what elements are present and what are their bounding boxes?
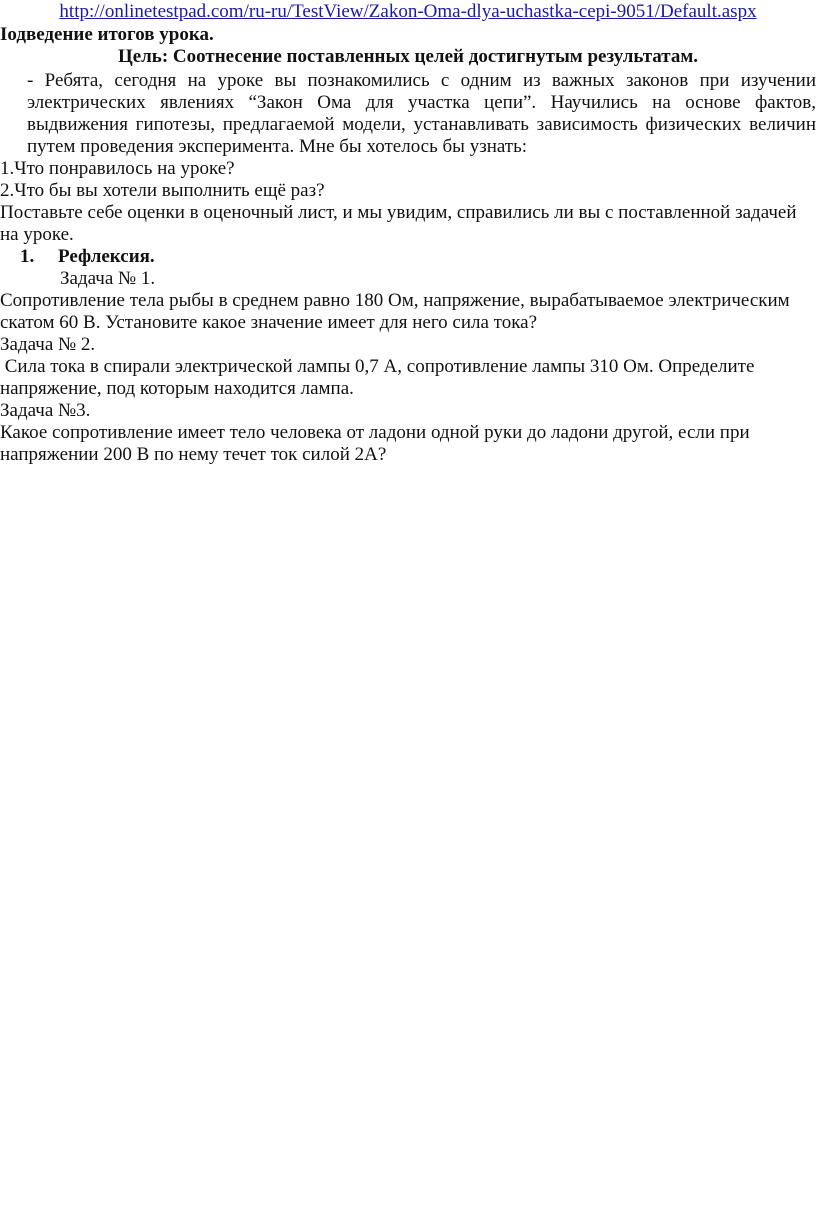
header-url-line	[0, 0, 816, 24]
section-title-text: Іодведение итогов урока.	[0, 24, 214, 45]
assessment-line: на уроке.	[0, 224, 74, 245]
task-2	[0, 334, 816, 400]
task-label: Задача № 2.	[0, 334, 96, 355]
task-text-line: напряжение, под которым находится лампа.	[0, 378, 354, 399]
task-label: Задача №3.	[0, 400, 91, 421]
teacher-speech-line: путем проведения эксперимента. Мне бы хотелось бы узнать:	[27, 136, 528, 157]
teacher-speech	[0, 70, 816, 158]
section-title	[0, 24, 816, 46]
reflection-heading	[0, 246, 816, 268]
task-3	[0, 400, 816, 466]
task-text-line: скатом 60 В. Установите какое значение имеет для него сила тока?	[0, 312, 538, 333]
task-text-line: Сила тока в спирали электрической лампы 0,7 А, сопротивление лампы 310 Ом. Определите	[0, 356, 755, 377]
assessment-line: Поставьте себе оценки в оценочный лист, и мы увидим, справились ли вы с поставленной задачей	[0, 202, 797, 223]
teacher-speech-line: выдвижения гипотезы, предлагаемой модели, устанавливать зависимость физических величин	[27, 114, 816, 135]
goal-text: Цель: Соотнесение поставленных целей достигнутым результатам.	[117, 46, 699, 67]
reflection-number: 1.	[20, 246, 35, 267]
teacher-speech-line: - Ребята, сегодня на уроке вы познакомились с одним из важных законов при изучении	[27, 70, 816, 91]
task-text-line: напряжении 200 В по нему течет ток силой 2А?	[0, 444, 387, 465]
task-text-line: Какое сопротивление имеет тело человека от ладони одной руки до ладони другой, если при	[0, 422, 750, 443]
assessment-paragraph	[0, 202, 816, 246]
goal-line	[0, 46, 816, 68]
question-item: 1.Что понравилось на уроке?	[0, 158, 235, 179]
task-1	[0, 268, 816, 334]
source-url-link[interactable]: http://onlinetestpad.com/ru-ru/TestView/Zakon-Oma-dlya-uchastka-cepi-9051/Default.aspx	[59, 1, 757, 22]
teacher-speech-line: электрических явлениях “Закон Ома для участка цепи”. Научились на основе фактов,	[27, 92, 816, 113]
question-item: 2.Что бы вы хотели выполнить ещё раз?	[0, 180, 325, 201]
task-text-line: Сопротивление тела рыбы в среднем равно 180 Ом, напряжение, вырабатываемое электрическим	[0, 290, 790, 311]
task-label: Задача № 1.	[60, 268, 156, 289]
reflection-title: Рефлексия.	[58, 246, 155, 267]
questions-list	[0, 158, 816, 202]
